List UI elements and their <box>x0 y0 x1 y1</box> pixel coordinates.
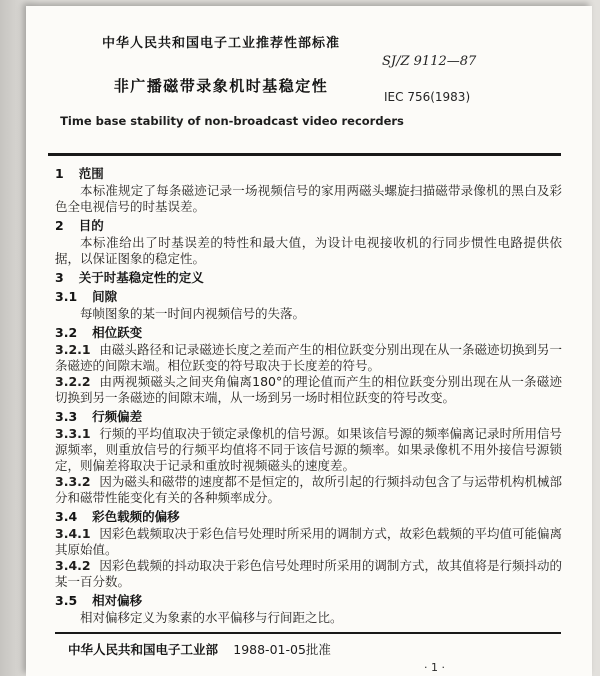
clause-text: 范围 <box>78 166 104 181</box>
approval-date: 1988-01-05批准 <box>233 642 331 657</box>
clause-text: 本标准给出了时基误差的特性和最大值，为设计电视接收机的行同步惯性电路提供依据，以保证图象的稳定性。 <box>55 235 562 266</box>
clause-text: 相对偏移定义为象素的水平偏移与行间距之比。 <box>80 610 343 625</box>
paragraph <box>55 235 562 267</box>
section-heading <box>55 166 562 182</box>
clause-number: 3.3.2 <box>55 474 91 489</box>
page-number: · 1 · <box>424 661 445 674</box>
clause-number: 3.2.1 <box>55 342 91 357</box>
paragraph <box>55 526 562 558</box>
paragraph <box>55 610 562 626</box>
paragraph <box>55 558 562 590</box>
clause-text: 间隙 <box>92 289 118 304</box>
clause-text: 目的 <box>78 218 104 233</box>
clause-number: 3.5 <box>55 593 78 608</box>
paragraph <box>55 374 562 406</box>
clause-number: 3.3 <box>55 409 78 424</box>
clause-number: 3.4.2 <box>55 558 91 573</box>
clause-number: 3.2 <box>55 325 78 340</box>
section-heading <box>55 289 562 305</box>
paragraph <box>55 426 562 474</box>
clause-text: 相位跃变 <box>92 325 143 340</box>
approval-org: 中华人民共和国电子工业部 <box>68 642 219 657</box>
clause-text: 由磁头路径和记录磁迹长度之差而产生的相位跃变分别出现在从一条磁迹切换到另一条磁迹的间隙末端。相位跃变的符号取决于长度差的符号。 <box>55 342 562 373</box>
paragraph <box>55 183 562 215</box>
document-title-en: Time base stability of non-broadcast video recorders <box>60 114 404 128</box>
paragraph <box>55 306 562 322</box>
clause-text: 彩色载频的偏移 <box>92 509 180 524</box>
clause-number: 3.3.1 <box>55 426 91 441</box>
approval-line <box>26 634 592 658</box>
iec-reference: IEC 756(1983) <box>384 90 471 104</box>
clause-number: 2 <box>55 218 64 233</box>
clause-number: 3.4 <box>55 509 78 524</box>
section-heading <box>55 409 562 425</box>
paragraph <box>55 342 562 374</box>
clause-number: 3.4.1 <box>55 526 91 541</box>
document-body <box>26 156 592 626</box>
clause-text: 相对偏移 <box>92 593 143 608</box>
document-header <box>26 6 592 153</box>
clause-text: 由两视频磁头之间夹角偏离180°的理论值而产生的相位跃变分别出现在从一条磁迹切换到另一条磁迹的间隙末端，从一场到另一场时相位跃变的符号改变。 <box>55 374 562 405</box>
clause-text: 因彩色载频取决于彩色信号处理时所采用的调制方式，故彩色载频的平均值可能偏离其原始值。 <box>55 526 562 557</box>
clause-text: 关于时基稳定性的定义 <box>78 270 204 285</box>
clause-text: 行频偏差 <box>92 409 143 424</box>
clause-number: 3.2.2 <box>55 374 91 389</box>
clause-text: 每帧图象的某一时间内视频信号的失落。 <box>80 306 306 321</box>
section-heading <box>55 593 562 609</box>
clause-text: 本标准规定了每条磁迹记录一场视频信号的家用两磁头螺旋扫描磁带录像机的黑白及彩色全电视信号的时基误差。 <box>55 183 562 214</box>
clause-text: 行频的平均值取决于锁定录像机的信号源。如果该信号源的频率偏离记录时所用信号源频率，则重放信号的行频平均值将不同于该信号源的频率。如果录像机不用外接信号源锁定，则偏差将取决于记录和重放时视频磁头的速度差。 <box>55 426 562 473</box>
document-title-cn: 非广播磁带录象机时基稳定性 <box>113 77 329 95</box>
section-heading <box>55 325 562 341</box>
clause-number: 3 <box>55 270 64 285</box>
standard-number: SJ/Z 9112—87 <box>382 54 477 69</box>
section-heading <box>55 509 562 525</box>
document-page <box>26 6 592 676</box>
clause-text: 因彩色载频的抖动取决于彩色信号处理时所采用的调制方式，故其值将是行频抖动的某一百分数。 <box>55 558 562 589</box>
section-heading <box>55 218 562 234</box>
standard-org-title: 中华人民共和国电子工业推荐性部标准 <box>101 36 340 51</box>
clause-number: 3.1 <box>55 289 78 304</box>
clause-number: 1 <box>55 166 64 181</box>
clause-text: 因为磁头和磁带的速度都不是恒定的，故所引起的行频抖动包含了与运带机构机械部分和磁带性能变化有关的各种频率成分。 <box>55 474 562 505</box>
document-footer <box>26 632 592 674</box>
section-heading <box>55 270 562 286</box>
paragraph <box>55 474 562 506</box>
